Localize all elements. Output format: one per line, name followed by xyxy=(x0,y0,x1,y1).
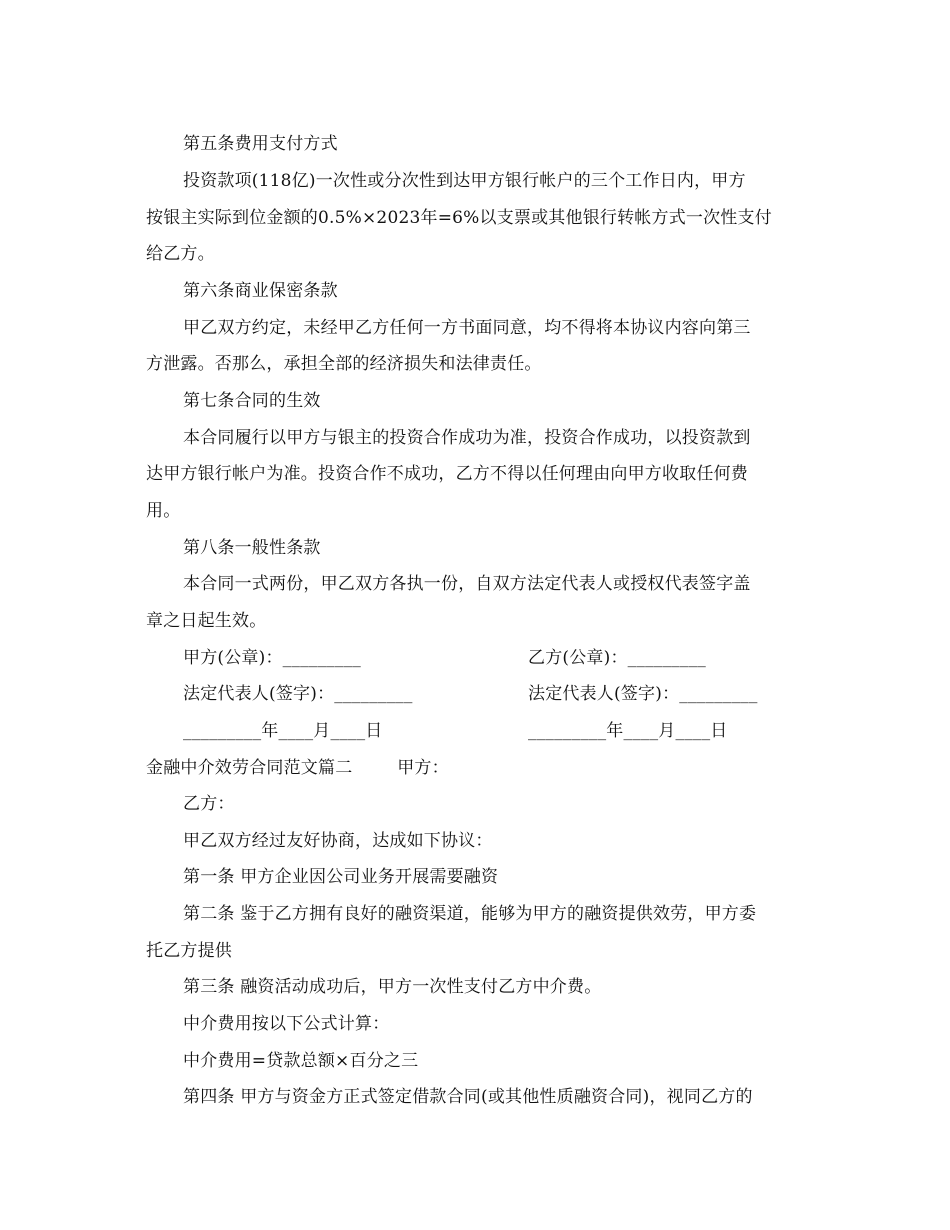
paragraph-line: 按银主实际到位金额的0.5%×2023年=6%以支票或其他银行转帐方式一次性支付 xyxy=(146,208,772,228)
paragraph-line: 方泄露。否那么，承担全部的经济损失和法律责任。 xyxy=(146,354,542,374)
paragraph-line: 投资款项(118亿)一次性或分次性到达甲方银行帐户的三个工作日内，甲方 xyxy=(183,171,746,191)
article-2-line: 第二条 鉴于乙方拥有良好的融资渠道，能够为甲方的融资提供效劳，甲方委 xyxy=(183,904,757,924)
paragraph-line: 达甲方银行帐户为准。投资合作不成功，乙方不得以任何理由向甲方收取任何费 xyxy=(146,464,748,484)
article-6-heading: 第六条商业保密条款 xyxy=(183,281,338,301)
party-b-rep-field: 法定代表人(签字)：_________ xyxy=(528,684,758,704)
party-a-seal-field: 甲方(公章)：_________ xyxy=(183,648,361,668)
paragraph-line: 中介费用按以下公式计算： xyxy=(183,1014,390,1034)
article-5-heading: 第五条费用支付方式 xyxy=(183,134,338,154)
paragraph-line: 本合同一式两份，甲乙双方各执一份，自双方法定代表人或授权代表签字盖 xyxy=(183,574,751,594)
paragraph-line: 托乙方提供 xyxy=(146,941,232,961)
article-4-line: 第四条 甲方与资金方正式签定借款合同(或其他性质融资合同)，视同乙方的 xyxy=(183,1087,753,1107)
contract-2-title: 金融中介效劳合同范文篇二 甲方： xyxy=(146,758,449,778)
party-a-date-field: _________年____月____日 xyxy=(183,721,383,741)
article-3-line: 第三条 融资活动成功后，甲方一次性支付乙方中介费。 xyxy=(183,977,602,997)
article-1-line: 第一条 甲方企业因公司业务开展需要融资 xyxy=(183,867,499,887)
paragraph-line: 甲乙双方约定，未经甲乙方任何一方书面同意，均不得将本协议内容向第三 xyxy=(183,318,751,338)
article-8-heading: 第八条一般性条款 xyxy=(183,538,321,558)
paragraph-line: 用。 xyxy=(146,501,181,521)
party-a-rep-field: 法定代表人(签字)：_________ xyxy=(183,684,413,704)
paragraph-line: 章之日起生效。 xyxy=(146,611,267,631)
party-b-date-field: _________年____月____日 xyxy=(528,721,728,741)
article-7-heading: 第七条合同的生效 xyxy=(183,391,321,411)
party-b-seal-field: 乙方(公章)：_________ xyxy=(528,648,706,668)
paragraph-line: 甲乙双方经过友好协商，达成如下协议： xyxy=(183,831,493,851)
paragraph-line: 给乙方。 xyxy=(146,244,215,264)
paragraph-line: 本合同履行以甲方与银主的投资合作成功为准，投资合作成功，以投资款到 xyxy=(183,428,751,448)
formula-line: 中介费用=贷款总额×百分之三 xyxy=(183,1051,419,1071)
party-b-label: 乙方： xyxy=(183,794,235,814)
